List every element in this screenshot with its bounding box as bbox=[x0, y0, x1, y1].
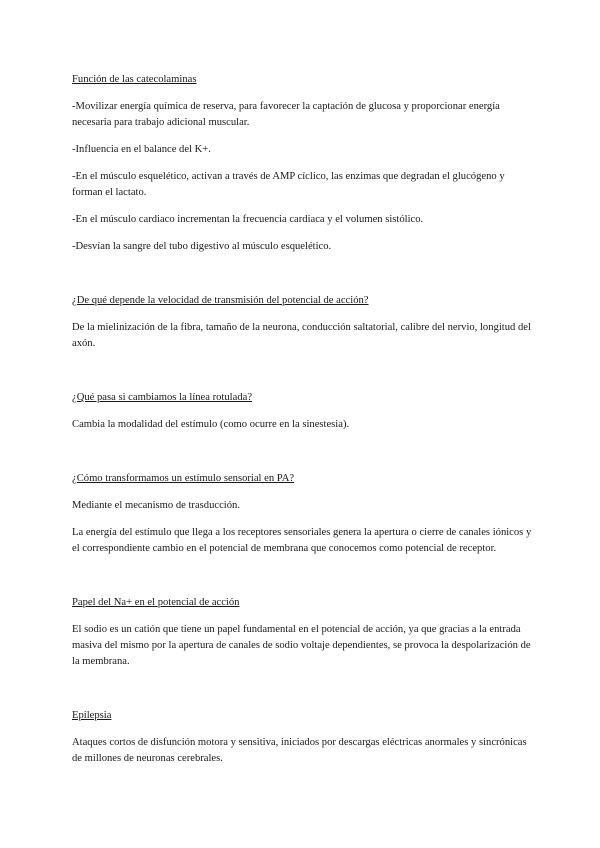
paragraph: Mediante el mecanismo de trasducción. bbox=[72, 500, 240, 511]
paragraph: -En el músculo esquelético, activan a través de AMP cíclico, las enzimas que degradan el glucógeno y forman el lactato. bbox=[72, 171, 505, 198]
paragraph: -Desvían la sangre del tubo digestivo al músculo esquelético. bbox=[72, 241, 332, 252]
paragraph: El sodio es un catión que tiene un papel fundamental en el potencial de acción, ya que gracias a la entrada masiva del mismo por la apertura de canales de sodio voltaje dependientes, se provoca la despolarización de la membrana. bbox=[72, 624, 531, 667]
paragraph: -En el músculo cardiaco incrementan la frecuencia cardiaca y el volumen sistólico. bbox=[72, 214, 424, 225]
paragraph: -Influencia en el balance del K+. bbox=[72, 144, 211, 155]
paragraph: -Movilizar energía química de reserva, para favorecer la captación de glucosa y proporcionar energía necesaria para trabajo adicional muscular. bbox=[72, 101, 500, 128]
section-heading: ¿Qué pasa si cambiamos la línea rotulada? bbox=[72, 392, 253, 403]
section-heading: Función de las catecolaminas bbox=[72, 74, 197, 85]
paragraph: De la mielinización de la fibra, tamaño de la neurona, conducción saltatorial, calibre del nervio, longitud del axón. bbox=[72, 322, 531, 349]
document-content bbox=[72, 72, 532, 767]
paragraph: Cambia la modalidad del estímulo (como ocurre en la sinestesia). bbox=[72, 419, 350, 430]
paragraph: La energía del estímulo que llega a los receptores sensoriales genera la apertura o cierre de canales iónicos y el correspondiente cambio en el potencial de membrana que conocemos como potencial de receptor. bbox=[72, 527, 532, 554]
section-heading: ¿Cómo transformamos un estímulo sensorial en PA? bbox=[72, 473, 295, 484]
paragraph: Ataques cortos de disfunción motora y sensitiva, iniciados por descargas eléctricas anormales y sincrónicas de millones de neuronas cerebrales. bbox=[72, 737, 527, 764]
section-heading: ¿De qué depende la velocidad de transmisión del potencial de acción? bbox=[72, 295, 369, 306]
section-heading: Papel del Na+ en el potencial de acción bbox=[72, 597, 240, 608]
section-heading: Epilepsia bbox=[72, 710, 112, 721]
